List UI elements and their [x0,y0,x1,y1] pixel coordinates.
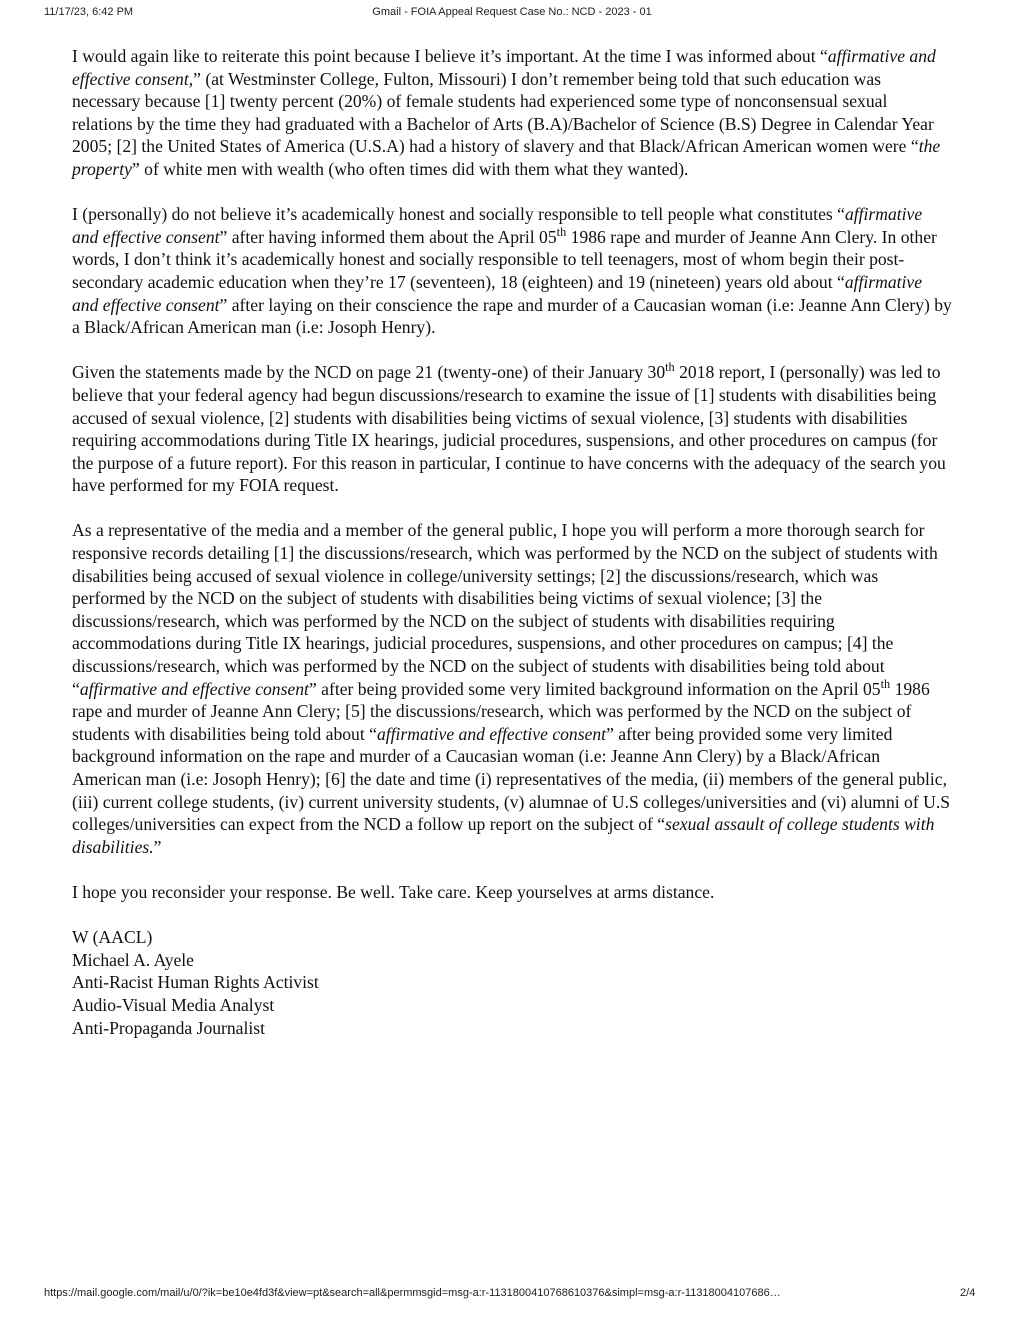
paragraph-2 [72,203,952,339]
text-span: ” (at Westminster College, Fulton, Missouri) I don’t remember being told that such education was necessary because [1] twenty percent (20%) of female students had experienced some type of nonconsensual sexual relations by the time they had graduated with a Bachelor of Arts (B.A)/Bachelor of Science (B.S) Degree in Calendar Year 2005; [2] the United States of America (U.S.A) had a history of slavery and that Black/African American women were “ [72,68,934,157]
signature-block [72,926,952,1039]
italic-text: affirmative and effective consent [72,204,923,247]
print-footer [0,1287,1024,1305]
italic-text: affirmative and effective consent [376,723,607,744]
italic-text: the property [72,136,941,179]
superscript: th [556,224,567,239]
italic-text: sexual assault of college students with disabilities. [72,814,935,857]
print-title: Gmail - FOIA Appeal Request Case No.: NCD - 2023 - 01 [372,6,652,18]
paragraph-4 [72,519,952,858]
text-span: 2018 report, I (personally) was led to believe that your federal agency had begun discussions/research to examine the issue of [1] students with disabilities being accused of sexual violence, [2] students with disabilities being victims of sexual violence, [3] students with disabilities requiring accommodations during Title IX hearings, judicial procedures, suspensions, and other procedures on campus (for the purpose of a future report). For this reason in particular, I continue to have concerns with the adequacy of the search you have performed for my FOIA request. [72,362,946,496]
print-datetime: 11/17/23, 6:42 PM [44,6,134,18]
text-span: ” after laying on their conscience the rape and murder of a Caucasian woman (i.e: Jeanne Ann Clery) by a Black/African American man (i.e: Josoph Henry). [72,294,952,338]
print-url: https://mail.google.com/mail/u/0/?ik=be10e4fd3f&view=pt&search=all&permmsgid=msg-a:r-1131800410768610376&simpl=msg-a:r-11318004107686… [44,1287,781,1299]
superscript: th [665,360,675,375]
text-span: As a representative of the media and a member of the general public, I hope you will perform a more thorough search for responsive records detailing [1] the discussions/research, which was performed by the NCD on the subject of students with disabilities being accused of sexual violence in college/university settings; [2] the discussions/research, which was performed by the NCD on the subject of students with disabilities being victims of sexual violence; [3] the discussions/research, which was performed by the NCD on the subject of students with disabilities requiring accommodations during Title IX hearings, judicial procedures, suspensions, and other procedures on campus; [4] the discussions/research, which was performed by the NCD on the subject of students with disabilities being told about “ [72,520,938,699]
page-number: 2/4 [960,1287,976,1299]
text-span: ” after being provided some very limited background information on the April 05 [308,678,881,699]
italic-text: affirmative and effective consent, [72,46,936,89]
signature-line: Anti-Racist Human Rights Activist [72,972,319,993]
print-header [0,4,1024,22]
text-span: 1986 rape and murder of Jeanne Ann Clery; [5] the discussions/research, which was performed by the NCD on the subject of students with disabilities being told about “ [72,678,930,744]
superscript: th [880,676,891,691]
text-span: ” after being provided some very limited background information on the rape and murder of a Caucasian woman (i.e: Jeanne Ann Clery) by a Black/African American man (i.e: Josoph Henry); [6] the date and time (i) representatives of the media, (ii) members of the general public, (iii) current college students, (iv) current university students, (v) alumnae of U.S colleges/universities and (vi) alumni of U.S colleges/universities can expect from the NCD a follow up report on the subject of “ [72,723,951,835]
paragraph-3 [72,361,952,497]
text-span: I (personally) do not believe it’s academically honest and socially responsible to tell people what constitutes “ [72,204,845,225]
email-body [72,45,952,1039]
paragraph-5: I hope you reconsider your response. Be well. Take care. Keep yourselves at arms distance. [72,881,715,902]
signature-line: Anti-Propaganda Journalist [72,1017,266,1038]
text-span: ” of white men with wealth (who often times did with them what they wanted). [131,158,689,179]
italic-text: affirmative and effective consent [72,271,923,315]
text-span: I would again like to reiterate this point because I believe it’s important. At the time I was informed about “ [72,46,828,66]
signature-line: Audio-Visual Media Analyst [72,994,275,1015]
text-span: Given the statements made by the NCD on page 21 (twenty-one) of their January 30 [72,362,666,383]
paragraph-1 [72,45,952,181]
text-span: ” [153,836,162,857]
signature-name: Michael A. Ayele [72,949,194,970]
signature-line: W (AACL) [72,927,153,948]
italic-text: affirmative and effective consent [79,678,309,699]
text-span: ” after having informed them about the April 05 [219,226,557,247]
text-span: 1986 rape and murder of Jeanne Ann Clery. In other words, I don’t think it’s academically honest and socially responsible to tell teenagers, most of whom begin their post-secondary academic education when they’re 17 (seventeen), 18 (eighteen) and 19 (nineteen) years old about “ [72,226,937,292]
